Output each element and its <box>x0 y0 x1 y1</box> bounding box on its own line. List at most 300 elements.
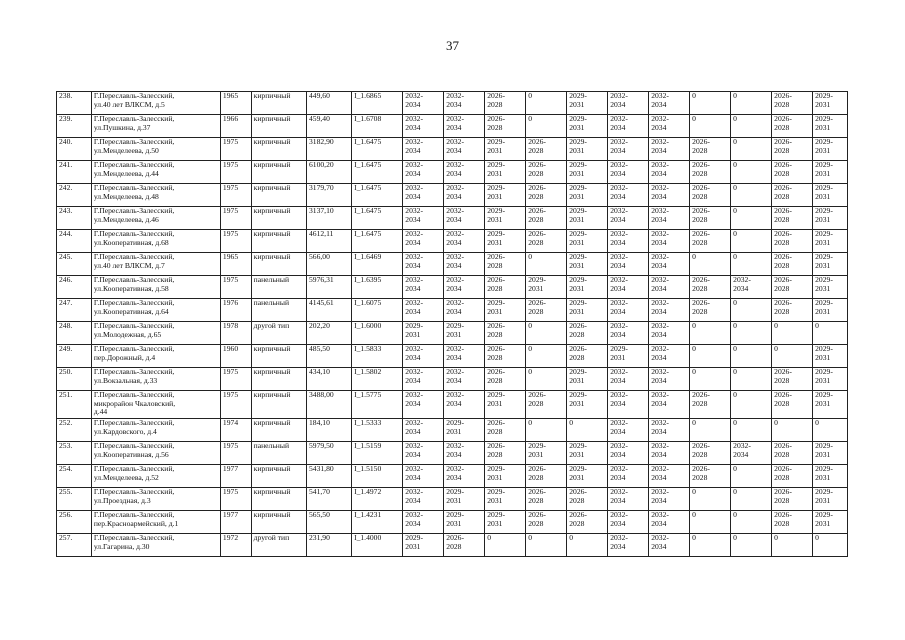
wall-material-cell: панельный <box>251 442 306 465</box>
repair-period-cell: 2029- 2031 <box>567 207 608 230</box>
repair-period-cell: 2029- 2031 <box>485 299 526 322</box>
repair-period-cell: 2026- 2028 <box>526 230 567 253</box>
index-cell: I_1.4972 <box>352 488 403 511</box>
year-cell: 1975 <box>220 207 251 230</box>
address-cell: Г.Переславль-Залесский, ул.Кооперативная, д.58 <box>91 276 220 299</box>
repair-period-cell: 0 <box>526 322 567 345</box>
repair-period-cell: 0 <box>731 391 772 419</box>
repair-period-cell: 2032- 2034 <box>403 276 444 299</box>
repair-period-cell: 2026- 2028 <box>485 92 526 115</box>
area-cell: 231,90 <box>306 534 351 557</box>
table-row <box>57 488 848 511</box>
repair-period-cell: 2029- 2031 <box>403 534 444 557</box>
repair-period-cell: 2026- 2028 <box>772 115 813 138</box>
table-row <box>57 207 848 230</box>
repair-period-cell: 2029- 2031 <box>567 161 608 184</box>
repair-period-cell: 2032- 2034 <box>608 161 649 184</box>
repair-period-cell: 2026- 2028 <box>772 161 813 184</box>
repair-period-cell: 2032- 2034 <box>403 92 444 115</box>
repair-period-cell: 2029- 2031 <box>567 442 608 465</box>
repair-period-cell: 2026- 2028 <box>567 322 608 345</box>
address-cell: Г.Переславль-Залесский, ул.Менделеева, д.50 <box>91 138 220 161</box>
area-cell: 3179,70 <box>306 184 351 207</box>
wall-material-cell: другой тип <box>251 322 306 345</box>
row-number-cell: 250. <box>57 368 92 391</box>
repair-period-cell: 2026- 2028 <box>485 253 526 276</box>
repair-period-cell: 0 <box>526 345 567 368</box>
repair-period-cell: 2029- 2031 <box>813 299 848 322</box>
table-row <box>57 161 848 184</box>
repair-period-cell: 0 <box>772 419 813 442</box>
repair-period-cell: 0 <box>567 534 608 557</box>
repair-period-cell: 0 <box>526 253 567 276</box>
wall-material-cell: кирпичный <box>251 391 306 419</box>
area-cell: 449,60 <box>306 92 351 115</box>
repair-period-cell: 0 <box>690 511 731 534</box>
wall-material-cell: панельный <box>251 276 306 299</box>
repair-period-cell: 0 <box>731 419 772 442</box>
repair-period-cell: 2026- 2028 <box>772 230 813 253</box>
area-cell: 3182,90 <box>306 138 351 161</box>
repair-period-cell: 2032- 2034 <box>403 442 444 465</box>
repair-period-cell: 2032- 2034 <box>649 299 690 322</box>
repair-period-cell: 2026- 2028 <box>772 391 813 419</box>
area-cell: 485,50 <box>306 345 351 368</box>
year-cell: 1977 <box>220 465 251 488</box>
row-number-cell: 251. <box>57 391 92 419</box>
repair-period-cell: 2026- 2028 <box>526 391 567 419</box>
table-body <box>57 92 848 557</box>
table-row <box>57 368 848 391</box>
wall-material-cell: кирпичный <box>251 488 306 511</box>
repair-period-cell: 2032- 2034 <box>403 230 444 253</box>
wall-material-cell: кирпичный <box>251 184 306 207</box>
wall-material-cell: кирпичный <box>251 253 306 276</box>
repair-period-cell: 0 <box>772 534 813 557</box>
repair-period-cell: 0 <box>526 419 567 442</box>
repair-period-cell: 2032- 2034 <box>649 391 690 419</box>
row-number-cell: 254. <box>57 465 92 488</box>
area-cell: 4612,11 <box>306 230 351 253</box>
repair-period-cell: 2032- 2034 <box>649 322 690 345</box>
table-row <box>57 465 848 488</box>
year-cell: 1978 <box>220 322 251 345</box>
year-cell: 1975 <box>220 161 251 184</box>
repair-period-cell: 2026- 2028 <box>772 299 813 322</box>
repair-period-cell: 2026- 2028 <box>772 276 813 299</box>
repair-period-cell: 2029- 2031 <box>444 322 485 345</box>
repair-period-cell: 2032- 2034 <box>608 115 649 138</box>
address-cell: Г.Переславль-Залесский, ул.Вокзальная, д.33 <box>91 368 220 391</box>
repair-period-cell: 2029- 2031 <box>567 391 608 419</box>
repair-period-cell: 0 <box>690 488 731 511</box>
repair-period-cell: 2029- 2031 <box>813 184 848 207</box>
repair-period-cell: 2032- 2034 <box>608 322 649 345</box>
wall-material-cell: кирпичный <box>251 511 306 534</box>
repair-period-cell: 2032- 2034 <box>649 230 690 253</box>
repair-period-cell: 2032- 2034 <box>649 161 690 184</box>
repair-period-cell: 2032- 2034 <box>731 276 772 299</box>
repair-period-cell: 0 <box>567 419 608 442</box>
repair-period-cell: 2029- 2031 <box>485 184 526 207</box>
repair-period-cell: 2032- 2034 <box>649 253 690 276</box>
area-cell: 5431,80 <box>306 465 351 488</box>
repair-period-cell: 2029- 2031 <box>444 488 485 511</box>
repair-period-cell: 0 <box>731 253 772 276</box>
row-number-cell: 252. <box>57 419 92 442</box>
area-cell: 3137,10 <box>306 207 351 230</box>
address-cell: Г.Переславль-Залесский, ул.Гагарина, д.30 <box>91 534 220 557</box>
repair-period-cell: 2029- 2031 <box>813 391 848 419</box>
repair-period-cell: 2026- 2028 <box>690 207 731 230</box>
repair-period-cell: 2032- 2034 <box>608 511 649 534</box>
repair-period-cell: 0 <box>731 138 772 161</box>
repair-period-cell: 2032- 2034 <box>444 345 485 368</box>
repair-period-cell: 2029- 2031 <box>567 253 608 276</box>
repair-period-cell: 2032- 2034 <box>608 442 649 465</box>
repair-period-cell: 2026- 2028 <box>485 345 526 368</box>
repair-period-cell: 2029- 2031 <box>813 465 848 488</box>
repair-period-cell: 2029- 2031 <box>813 368 848 391</box>
address-cell: Г.Переславль-Залесский, ул.Менделеева, д.46 <box>91 207 220 230</box>
repair-period-cell: 2026- 2028 <box>772 253 813 276</box>
repair-period-cell: 2032- 2034 <box>403 419 444 442</box>
year-cell: 1975 <box>220 368 251 391</box>
address-cell: Г.Переславль-Залесский, ул.Менделеева, д.44 <box>91 161 220 184</box>
repair-period-cell: 0 <box>813 419 848 442</box>
area-cell: 434,10 <box>306 368 351 391</box>
index-cell: I_1.4000 <box>352 534 403 557</box>
repair-period-cell: 2026- 2028 <box>772 92 813 115</box>
index-cell: I_1.6475 <box>352 230 403 253</box>
address-cell: Г.Переславль-Залесский, ул.Кооперативная, д.56 <box>91 442 220 465</box>
repair-period-cell: 2026- 2028 <box>526 299 567 322</box>
row-number-cell: 241. <box>57 161 92 184</box>
address-cell: Г.Переславль-Залесский, ул.Менделеева, д.52 <box>91 465 220 488</box>
repair-period-cell: 0 <box>690 253 731 276</box>
repair-period-cell: 2029- 2031 <box>444 511 485 534</box>
repair-period-cell: 2029- 2031 <box>485 207 526 230</box>
repair-period-cell: 2029- 2031 <box>403 322 444 345</box>
repair-period-cell: 2032- 2034 <box>649 368 690 391</box>
repair-period-cell: 2032- 2034 <box>444 115 485 138</box>
repair-period-cell: 0 <box>690 534 731 557</box>
year-cell: 1975 <box>220 138 251 161</box>
row-number-cell: 246. <box>57 276 92 299</box>
repair-period-cell: 2029- 2031 <box>813 92 848 115</box>
address-cell: Г.Переславль-Залесский, ул.40 лет ВЛКСМ, д.5 <box>91 92 220 115</box>
index-cell: I_1.5333 <box>352 419 403 442</box>
repair-period-cell: 2032- 2034 <box>403 465 444 488</box>
repair-period-cell: 2026- 2028 <box>772 184 813 207</box>
repair-period-cell: 2029- 2031 <box>567 368 608 391</box>
repair-period-cell: 2026- 2028 <box>526 207 567 230</box>
repair-period-cell: 2032- 2034 <box>444 138 485 161</box>
repair-period-cell: 2032- 2034 <box>608 368 649 391</box>
index-cell: I_1.5159 <box>352 442 403 465</box>
address-cell: Г.Переславль-Залесский, ул.Проездная, д.3 <box>91 488 220 511</box>
repair-period-cell: 2032- 2034 <box>608 391 649 419</box>
year-cell: 1975 <box>220 391 251 419</box>
repair-period-cell: 2029- 2031 <box>567 92 608 115</box>
repair-period-cell: 2032- 2034 <box>649 442 690 465</box>
repair-period-cell: 0 <box>526 534 567 557</box>
repair-period-cell: 2029- 2031 <box>567 465 608 488</box>
address-cell: Г.Переславль-Залесский, ул.Молодежная, д.65 <box>91 322 220 345</box>
repair-period-cell: 2029- 2031 <box>485 138 526 161</box>
area-cell: 5979,50 <box>306 442 351 465</box>
index-cell: I_1.6475 <box>352 184 403 207</box>
index-cell: I_1.6469 <box>352 253 403 276</box>
year-cell: 1975 <box>220 442 251 465</box>
year-cell: 1972 <box>220 534 251 557</box>
repair-period-cell: 2026- 2028 <box>772 138 813 161</box>
repair-period-cell: 2029- 2031 <box>485 391 526 419</box>
index-cell: I_1.5802 <box>352 368 403 391</box>
repair-period-cell: 2029- 2031 <box>526 276 567 299</box>
repair-period-cell: 0 <box>772 322 813 345</box>
repair-period-cell: 2032- 2034 <box>649 92 690 115</box>
repair-period-cell: 2026- 2028 <box>444 534 485 557</box>
index-cell: I_1.4231 <box>352 511 403 534</box>
repair-period-cell: 2026- 2028 <box>526 511 567 534</box>
repair-period-cell: 2026- 2028 <box>772 207 813 230</box>
row-number-cell: 248. <box>57 322 92 345</box>
repair-period-cell: 2032- 2034 <box>608 253 649 276</box>
wall-material-cell: кирпичный <box>251 465 306 488</box>
repair-period-cell: 2026- 2028 <box>690 184 731 207</box>
repair-period-cell: 2029- 2031 <box>813 207 848 230</box>
repair-period-cell: 2032- 2034 <box>649 138 690 161</box>
repair-period-cell: 2029- 2031 <box>813 115 848 138</box>
repair-period-cell: 2029- 2031 <box>567 138 608 161</box>
repair-period-cell: 2029- 2031 <box>813 253 848 276</box>
repair-period-cell: 2032- 2034 <box>649 488 690 511</box>
index-cell: I_1.6075 <box>352 299 403 322</box>
table-row <box>57 138 848 161</box>
address-cell: Г.Переславль-Залесский, пер.Дорожный, д.4 <box>91 345 220 368</box>
address-cell: Г.Переславль-Залесский, ул.Кооперативная, д.68 <box>91 230 220 253</box>
repair-period-cell: 2032- 2034 <box>444 161 485 184</box>
repair-period-cell: 2026- 2028 <box>690 230 731 253</box>
repair-period-cell: 2032- 2034 <box>444 276 485 299</box>
housing-register-table <box>56 91 848 557</box>
repair-period-cell: 2029- 2031 <box>813 161 848 184</box>
repair-period-cell: 2032- 2034 <box>608 92 649 115</box>
year-cell: 1975 <box>220 184 251 207</box>
repair-period-cell: 2032- 2034 <box>444 230 485 253</box>
repair-period-cell: 0 <box>485 534 526 557</box>
year-cell: 1975 <box>220 276 251 299</box>
repair-period-cell: 2032- 2034 <box>403 253 444 276</box>
repair-period-cell: 0 <box>690 92 731 115</box>
index-cell: I_1.6865 <box>352 92 403 115</box>
wall-material-cell: кирпичный <box>251 345 306 368</box>
wall-material-cell: кирпичный <box>251 230 306 253</box>
repair-period-cell: 2032- 2034 <box>649 345 690 368</box>
year-cell: 1965 <box>220 92 251 115</box>
repair-period-cell: 2032- 2034 <box>731 442 772 465</box>
repair-period-cell: 0 <box>526 115 567 138</box>
repair-period-cell: 2026- 2028 <box>526 161 567 184</box>
repair-period-cell: 0 <box>731 345 772 368</box>
repair-period-cell: 2029- 2031 <box>444 419 485 442</box>
wall-material-cell: кирпичный <box>251 92 306 115</box>
repair-period-cell: 2026- 2028 <box>485 115 526 138</box>
repair-period-cell: 2032- 2034 <box>608 138 649 161</box>
repair-period-cell: 0 <box>731 465 772 488</box>
index-cell: I_1.6395 <box>352 276 403 299</box>
index-cell: I_1.5150 <box>352 465 403 488</box>
index-cell: I_1.6000 <box>352 322 403 345</box>
repair-period-cell: 2032- 2034 <box>444 207 485 230</box>
repair-period-cell: 2032- 2034 <box>608 419 649 442</box>
repair-period-cell: 2032- 2034 <box>444 253 485 276</box>
repair-period-cell: 2032- 2034 <box>608 276 649 299</box>
repair-period-cell: 2032- 2034 <box>403 138 444 161</box>
repair-period-cell: 2032- 2034 <box>649 465 690 488</box>
repair-period-cell: 2029- 2031 <box>526 442 567 465</box>
repair-period-cell: 2032- 2034 <box>608 465 649 488</box>
repair-period-cell: 2032- 2034 <box>403 488 444 511</box>
row-number-cell: 255. <box>57 488 92 511</box>
repair-period-cell: 0 <box>731 322 772 345</box>
repair-period-cell: 0 <box>690 115 731 138</box>
repair-period-cell: 2026- 2028 <box>485 368 526 391</box>
row-number-cell: 242. <box>57 184 92 207</box>
repair-period-cell: 2032- 2034 <box>649 276 690 299</box>
repair-period-cell: 2029- 2031 <box>813 276 848 299</box>
area-cell: 3488,00 <box>306 391 351 419</box>
repair-period-cell: 2029- 2031 <box>813 345 848 368</box>
repair-period-cell: 2026- 2028 <box>567 488 608 511</box>
index-cell: I_1.6475 <box>352 207 403 230</box>
table-row <box>57 534 848 557</box>
row-number-cell: 257. <box>57 534 92 557</box>
repair-period-cell: 2026- 2028 <box>567 511 608 534</box>
index-cell: I_1.6475 <box>352 161 403 184</box>
repair-period-cell: 2032- 2034 <box>444 368 485 391</box>
repair-period-cell: 0 <box>731 92 772 115</box>
repair-period-cell: 2029- 2031 <box>567 115 608 138</box>
page-number: 37 <box>446 38 459 53</box>
table-row <box>57 115 848 138</box>
repair-period-cell: 2029- 2031 <box>813 488 848 511</box>
area-cell: 566,00 <box>306 253 351 276</box>
row-number-cell: 256. <box>57 511 92 534</box>
repair-period-cell: 2029- 2031 <box>567 184 608 207</box>
repair-period-cell: 2026- 2028 <box>567 345 608 368</box>
area-cell: 6100,20 <box>306 161 351 184</box>
repair-period-cell: 2032- 2034 <box>444 299 485 322</box>
repair-period-cell: 0 <box>690 322 731 345</box>
repair-period-cell: 2032- 2034 <box>403 511 444 534</box>
address-cell: Г.Переславль-Залесский, ул.Кооперативная, д.64 <box>91 299 220 322</box>
repair-period-cell: 2029- 2031 <box>567 230 608 253</box>
repair-period-cell: 2032- 2034 <box>444 391 485 419</box>
table-row <box>57 299 848 322</box>
table-row <box>57 419 848 442</box>
repair-period-cell: 2026- 2028 <box>526 184 567 207</box>
wall-material-cell: кирпичный <box>251 368 306 391</box>
repair-period-cell: 2032- 2034 <box>403 207 444 230</box>
repair-period-cell: 2032- 2034 <box>444 442 485 465</box>
row-number-cell: 240. <box>57 138 92 161</box>
repair-period-cell: 0 <box>813 322 848 345</box>
wall-material-cell: кирпичный <box>251 138 306 161</box>
repair-period-cell: 2029- 2031 <box>485 161 526 184</box>
repair-period-cell: 2029- 2031 <box>813 138 848 161</box>
repair-period-cell: 2032- 2034 <box>444 465 485 488</box>
index-cell: I_1.5833 <box>352 345 403 368</box>
year-cell: 1966 <box>220 115 251 138</box>
repair-period-cell: 2032- 2034 <box>649 511 690 534</box>
address-cell: Г.Переславль-Залесский, ул.Кардовского, д.4 <box>91 419 220 442</box>
repair-period-cell: 2029- 2031 <box>485 230 526 253</box>
repair-period-cell: 0 <box>731 368 772 391</box>
repair-period-cell: 2029- 2031 <box>608 345 649 368</box>
repair-period-cell: 2026- 2028 <box>690 299 731 322</box>
index-cell: I_1.6708 <box>352 115 403 138</box>
table-row <box>57 322 848 345</box>
year-cell: 1960 <box>220 345 251 368</box>
repair-period-cell: 2026- 2028 <box>485 442 526 465</box>
area-cell: 202,20 <box>306 322 351 345</box>
repair-period-cell: 2032- 2034 <box>403 161 444 184</box>
repair-period-cell: 2026- 2028 <box>690 138 731 161</box>
address-cell: Г.Переславль-Залесский, ул.Пушкина, д.37 <box>91 115 220 138</box>
repair-period-cell: 2032- 2034 <box>649 184 690 207</box>
repair-period-cell: 2032- 2034 <box>444 92 485 115</box>
repair-period-cell: 0 <box>690 419 731 442</box>
row-number-cell: 239. <box>57 115 92 138</box>
repair-period-cell: 2026- 2028 <box>690 465 731 488</box>
repair-period-cell: 0 <box>731 488 772 511</box>
repair-period-cell: 2032- 2034 <box>403 391 444 419</box>
area-cell: 541,70 <box>306 488 351 511</box>
repair-period-cell: 2026- 2028 <box>526 138 567 161</box>
table-row <box>57 345 848 368</box>
repair-period-cell: 2032- 2034 <box>444 184 485 207</box>
repair-period-cell: 2026- 2028 <box>690 391 731 419</box>
year-cell: 1974 <box>220 419 251 442</box>
repair-period-cell: 2032- 2034 <box>608 184 649 207</box>
address-cell: Г.Переславль-Залесский, ул.Менделеева, д.48 <box>91 184 220 207</box>
repair-period-cell: 2029- 2031 <box>485 465 526 488</box>
repair-period-cell: 2029- 2031 <box>485 511 526 534</box>
area-cell: 565,50 <box>306 511 351 534</box>
repair-period-cell: 2032- 2034 <box>403 345 444 368</box>
repair-period-cell: 2026- 2028 <box>772 465 813 488</box>
repair-period-cell: 0 <box>731 184 772 207</box>
row-number-cell: 245. <box>57 253 92 276</box>
address-cell: Г.Переславль-Залесский, микрорайон Чкаловский, д.44 <box>91 391 220 419</box>
area-cell: 5976,31 <box>306 276 351 299</box>
repair-period-cell: 2029- 2031 <box>813 230 848 253</box>
repair-period-cell: 2029- 2031 <box>813 442 848 465</box>
repair-period-cell: 0 <box>731 230 772 253</box>
area-cell: 4145,61 <box>306 299 351 322</box>
row-number-cell: 238. <box>57 92 92 115</box>
repair-period-cell: 0 <box>526 92 567 115</box>
area-cell: 459,40 <box>306 115 351 138</box>
table-row <box>57 511 848 534</box>
table-row <box>57 230 848 253</box>
repair-period-cell: 0 <box>731 299 772 322</box>
repair-period-cell: 2032- 2034 <box>608 230 649 253</box>
repair-period-cell: 2029- 2031 <box>485 488 526 511</box>
row-number-cell: 244. <box>57 230 92 253</box>
